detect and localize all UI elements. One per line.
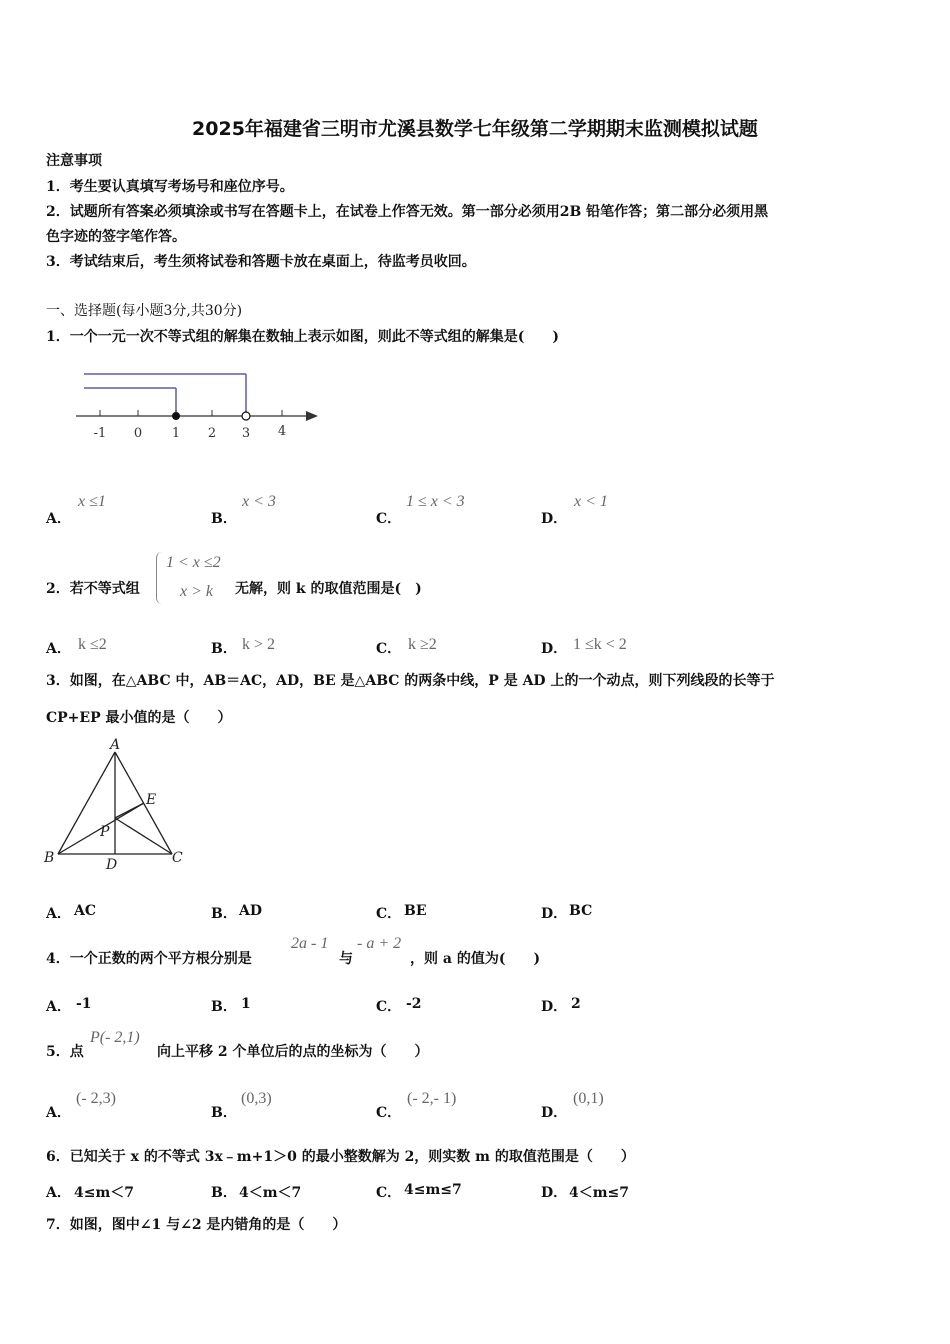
- tick-label: 1: [171, 426, 181, 441]
- q6-option-d: 4＜m≤7: [569, 1185, 630, 1201]
- triangle-figure: [40, 736, 200, 872]
- question-3-line2: CP+EP 最小值的是（ ）: [46, 710, 232, 726]
- q1-option-c-label: C．: [376, 511, 402, 527]
- q5-option-c: (- 2,- 1): [407, 1090, 457, 1107]
- question-2-prefix: 2．若不等式组: [46, 581, 140, 597]
- q1-option-c: 1 ≤ x < 3: [406, 493, 465, 510]
- q4-option-d: 2: [571, 996, 581, 1012]
- brace-icon: [156, 552, 165, 604]
- point-label-p: P: [100, 824, 110, 840]
- question-6-text: 6．已知关于 x 的不等式 3x﹣m+1＞0 的最小整数解为 2，则实数 m 的取值范围是（ ）: [46, 1149, 635, 1165]
- q4-option-c-label: C．: [376, 999, 402, 1015]
- q2-option-d: 1 ≤k < 2: [573, 636, 627, 653]
- q2-option-d-label: D．: [541, 641, 568, 657]
- q4-option-a-label: A．: [46, 999, 71, 1015]
- q1-option-b: x < 3: [242, 493, 276, 510]
- q1-option-d-label: D．: [541, 511, 568, 527]
- q1-option-d: x < 1: [574, 493, 608, 510]
- q5-option-c-label: C．: [376, 1105, 402, 1121]
- q3-option-d: BC: [569, 903, 593, 919]
- notice-item: 色字迹的签字笔作答。: [46, 229, 186, 245]
- q2-option-b: k > 2: [242, 636, 276, 653]
- vertex-label-b: B: [44, 850, 55, 866]
- q5-point: P(- 2,1): [90, 1029, 140, 1046]
- question-4-prefix: 4．一个正数的两个平方根分别是: [46, 951, 252, 967]
- tick-label: 3: [241, 426, 251, 441]
- question-2-suffix: 无解，则 k 的取值范围是( ): [235, 581, 422, 597]
- question-4-suffix: ，则 a 的值为( ): [410, 951, 541, 967]
- tick-label: 2: [207, 426, 217, 441]
- question-3-line1: 3．如图，在△ABC 中，AB＝AC，AD，BE 是△ABC 的两条中线，P 是 AD 上的一个动点，则下列线段的长等于: [46, 673, 775, 689]
- question-4-mid: 与: [339, 951, 353, 967]
- q3-option-d-label: D．: [541, 906, 568, 922]
- q2-option-b-label: B．: [211, 641, 237, 657]
- q4-option-b: 1: [241, 996, 251, 1012]
- point-label-d: D: [106, 857, 118, 872]
- q2-option-c: k ≥2: [408, 636, 437, 653]
- q3-option-a: AC: [74, 903, 97, 919]
- tick-label: 4: [277, 424, 287, 439]
- q3-option-b-label: B．: [211, 906, 237, 922]
- question-5-prefix: 5．点: [46, 1044, 84, 1060]
- notice-item: 1．考生要认真填写考场号和座位序号。: [46, 179, 294, 195]
- q3-option-c: BE: [404, 903, 427, 919]
- q4-option-a: -1: [76, 996, 92, 1012]
- tick-label: 0: [133, 426, 143, 441]
- q3-option-b: AD: [239, 903, 263, 919]
- q6-option-a-label: A．: [46, 1185, 71, 1201]
- vertex-label-c: C: [172, 850, 183, 866]
- q4-expr1: 2a - 1: [291, 935, 329, 952]
- q4-option-b-label: B．: [211, 999, 237, 1015]
- q5-option-b-label: B．: [211, 1105, 237, 1121]
- q6-option-d-label: D．: [541, 1185, 568, 1201]
- point-label-e: E: [146, 792, 157, 808]
- section-heading: 一、选择题(每小题3分,共30分): [46, 303, 243, 319]
- q4-option-c: -2: [406, 996, 422, 1012]
- tick-label: -1: [93, 426, 107, 441]
- q2-option-c-label: C．: [376, 641, 402, 657]
- open-dot-icon: [242, 412, 250, 420]
- q2-option-a-label: A．: [46, 641, 71, 657]
- q1-option-b-label: B．: [211, 511, 237, 527]
- q5-option-d: (0,1): [573, 1090, 604, 1107]
- q5-option-a: (- 2,3): [76, 1090, 116, 1107]
- q5-option-a-label: A．: [46, 1105, 71, 1121]
- notice-item: 3．考试结束后，考生须将试卷和答题卡放在桌面上，待监考员收回。: [46, 254, 476, 270]
- q4-expr2: - a + 2: [357, 935, 402, 952]
- q6-option-c: 4≤m≤7: [404, 1182, 462, 1198]
- q6-option-c-label: C．: [376, 1185, 402, 1201]
- q6-option-b-label: B．: [211, 1185, 237, 1201]
- question-5-suffix: 向上平移 2 个单位后的点的坐标为（ ）: [157, 1044, 429, 1060]
- question-7-text: 7．如图，图中∠1 与∠2 是内错角的是（ ）: [46, 1217, 347, 1233]
- vertex-label-a: A: [110, 737, 121, 753]
- q4-option-d-label: D．: [541, 999, 568, 1015]
- closed-dot-icon: [172, 412, 180, 420]
- q5-option-b: (0,3): [241, 1090, 272, 1107]
- q5-option-d-label: D．: [541, 1105, 568, 1121]
- q3-option-c-label: C．: [376, 906, 402, 922]
- q2-option-a: k ≤2: [78, 636, 107, 653]
- q3-option-a-label: A．: [46, 906, 71, 922]
- notice-heading: 注意事项: [46, 153, 102, 169]
- q1-option-a: x ≤1: [78, 493, 106, 510]
- q2-system-line1: 1 < x ≤2: [166, 554, 221, 571]
- q6-option-b: 4＜m＜7: [239, 1185, 302, 1201]
- page-title: 2025年福建省三明市尤溪县数学七年级第二学期期末监测模拟试题: [192, 118, 758, 140]
- q2-system-line2: x > k: [180, 583, 213, 600]
- q6-option-a: 4≤m＜7: [74, 1185, 135, 1201]
- notice-item: 2．试题所有答案必须填涂或书写在答题卡上，在试卷上作答无效。第一部分必须用2B 铅笔作答；第二部分必须用黑: [46, 204, 769, 220]
- question-1-text: 1．一个一元一次不等式组的解集在数轴上表示如图，则此不等式组的解集是( ): [46, 329, 559, 345]
- q1-option-a-label: A．: [46, 511, 71, 527]
- number-line-figure: [70, 366, 330, 446]
